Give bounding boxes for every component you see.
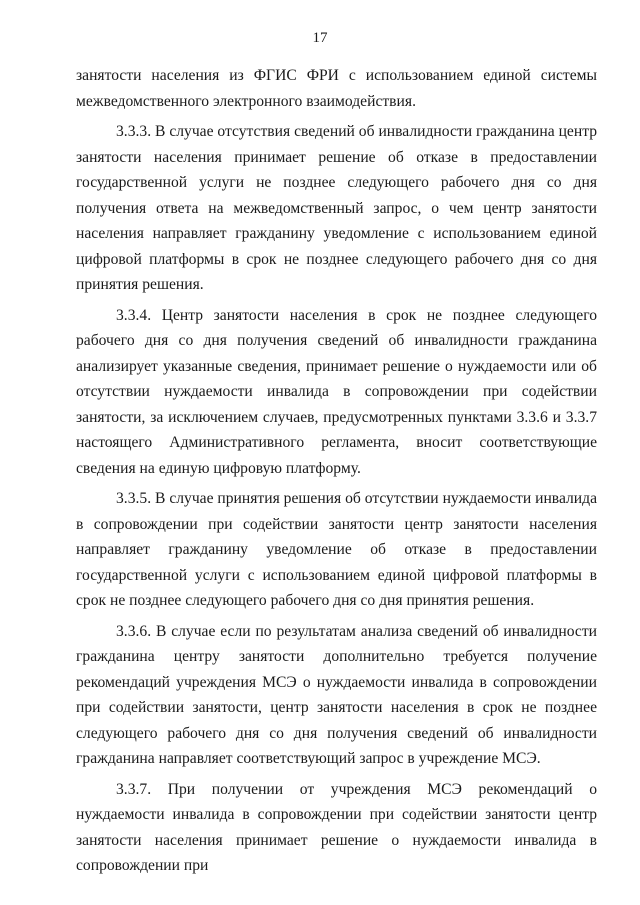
paragraph-3-3-7: 3.3.7. При получении от учреждения МСЭ рекомендаций о нуждаемости инвалида в сопровождении при содействии занятости центр занятости населения принимает решение о нуждаемости инвалида в сопровождении при	[76, 780, 597, 874]
page-number: 17	[312, 30, 328, 46]
paragraph-3-3-3: 3.3.3. В случае отсутствия сведений об инвалидности гражданина центр занятости населения принимает решение об отказе в предоставлении государственной услуги не позднее следующего рабочего дня со дня получения ответа на межведомственный запрос, о чем центр занятости населения направляет гражданину уведомление с использованием единой цифровой платформы в срок не позднее следующего рабочего дня со дня принятия решения.	[76, 123, 597, 293]
paragraph-3-3-4: 3.3.4. Центр занятости населения в срок не позднее следующего рабочего дня со дня получения сведений об инвалидности гражданина анализирует указанные сведения, принимает решение о нуждаемости или об отсутствии нуждаемости инвалида в сопровождении при содействии занятости, за исключением случаев, предусмотренных пунктами 3.3.6 и 3.3.7 настоящего Административного регламента, вносит соответствующие сведения на единую цифровую платформу.	[76, 306, 597, 477]
document-body	[76, 63, 597, 884]
paragraph-3-3-6: 3.3.6. В случае если по результатам анализа сведений об инвалидности гражданина центру занятости дополнительно требуется получение рекомендаций учреждения МСЭ о нуждаемости инвалида в сопровождении при содействии занятости, центр занятости населения в срок не позднее следующего рабочего дня со дня получения сведений об инвалидности гражданина направляет соответствующий запрос в учреждение МСЭ.	[76, 622, 597, 767]
paragraph-3-3-5: 3.3.5. В случае принятия решения об отсутствии нуждаемости инвалида в сопровождении при содействии занятости центр занятости населения направляет гражданину уведомление об отказе в предоставлении государственной услуги с использованием единой цифровой платформы в срок не позднее следующего рабочего дня со дня принятия решения.	[76, 490, 597, 609]
paragraph-continuation: занятости населения из ФГИС ФРИ с использованием единой системы межведомственного электронного взаимодействия.	[76, 67, 597, 110]
